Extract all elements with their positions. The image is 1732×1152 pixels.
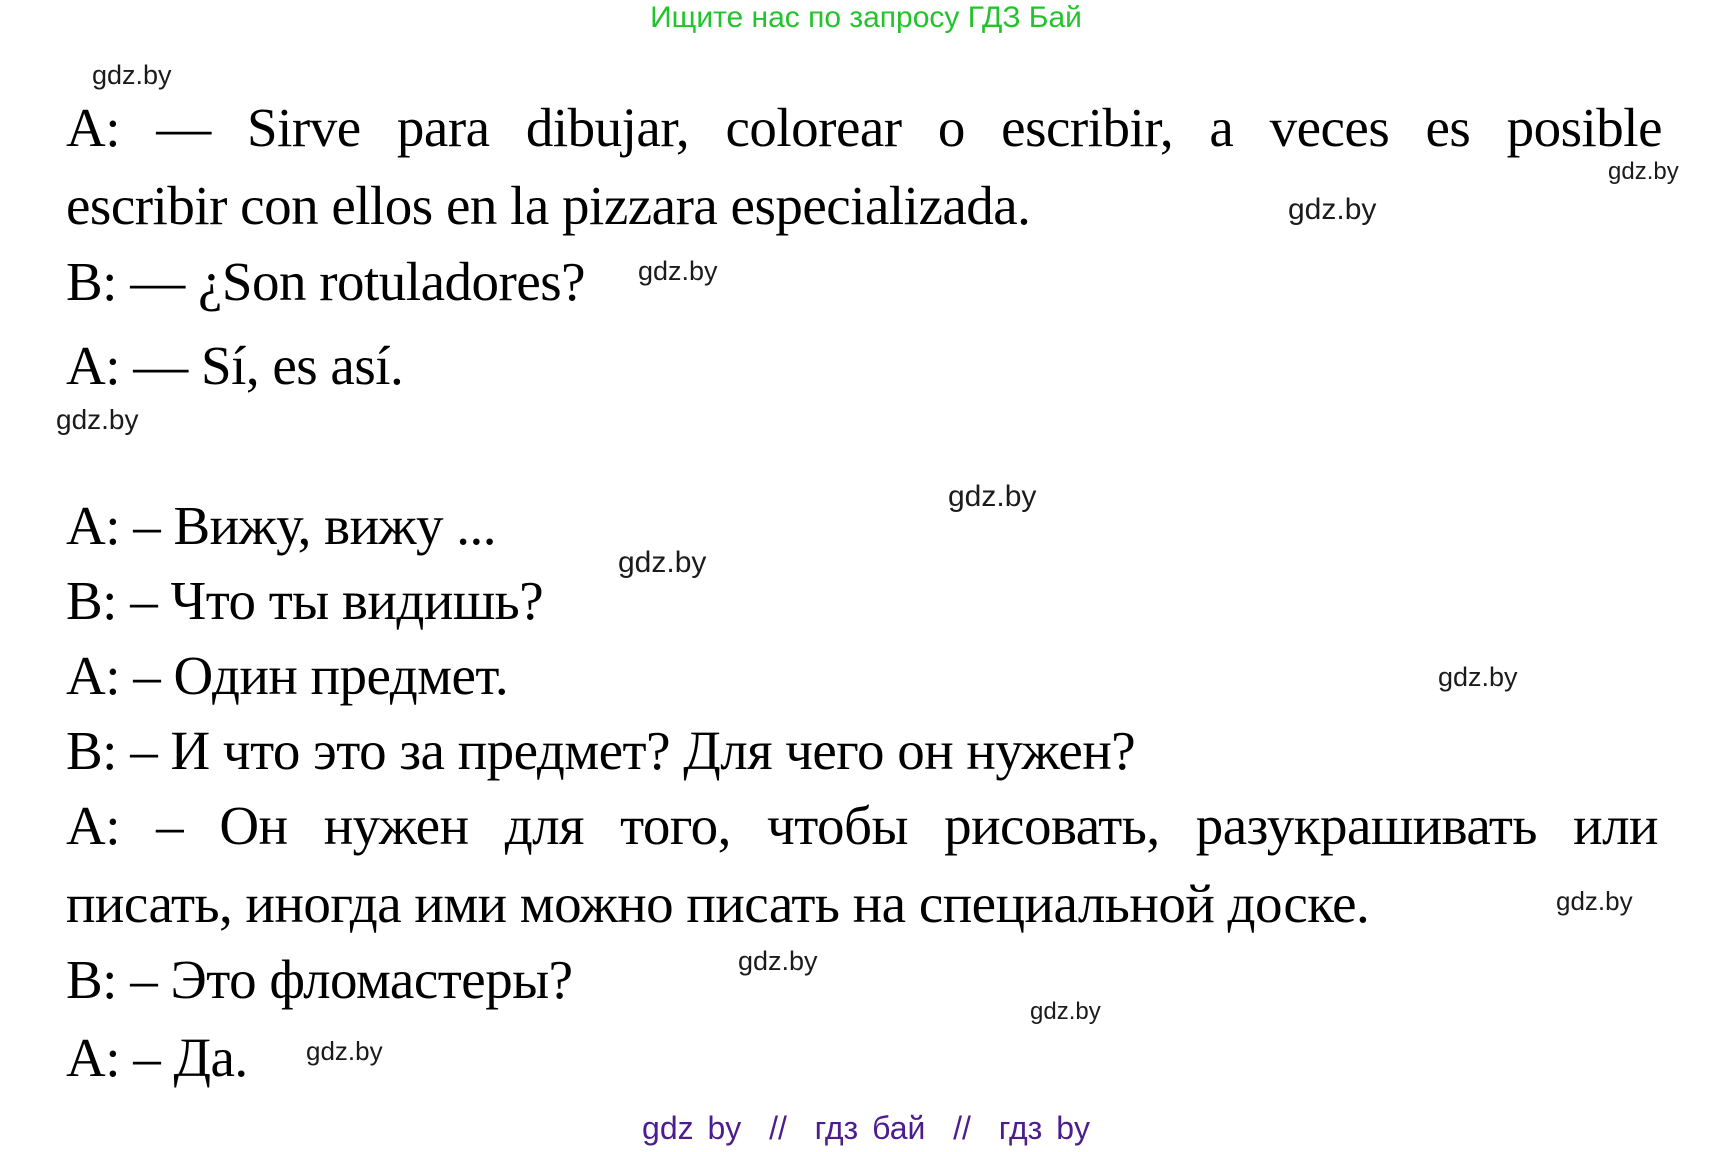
- dialogue-line-ru-8: A: – Да.: [66, 1027, 248, 1088]
- dialogue-line-ru-6: писать, иногда ими можно писать на специальной доске.: [66, 873, 1370, 934]
- dialogue-line-es-4: A: — Sí, es así.: [66, 335, 404, 396]
- dialogue-line-es-1: A: — Sirve para dibujar, colorear o escribir, a veces es posible: [66, 97, 1662, 158]
- dialogue-line-ru-5: A: – Он нужен для того, чтобы рисовать, разукрашивать или: [66, 795, 1658, 856]
- gdzby-watermark: gdz.by: [1030, 998, 1101, 1025]
- gdzby-watermark: gdz.by: [306, 1036, 383, 1066]
- gdzby-watermark: gdz.by: [638, 256, 718, 286]
- gdzby-watermark: gdz.by: [1556, 886, 1633, 916]
- site-footer-links: gdz by // гдз бай // гдз by: [642, 1110, 1090, 1146]
- gdzby-watermark: gdz.by: [92, 60, 172, 90]
- gdzby-watermark: gdz.by: [948, 480, 1037, 513]
- dialogue-line-ru-1: A: – Вижу, вижу ...: [66, 495, 497, 556]
- dialogue-line-ru-3: A: – Один предмет.: [66, 645, 509, 706]
- promo-header: Ищите нас по запросу ГДЗ Бай: [650, 1, 1082, 34]
- dialogue-line-es-3: B: — ¿Son rotuladores?: [66, 251, 586, 312]
- dialogue-line-es-2: escribir con ellos en la pizzara especializada.: [66, 175, 1031, 236]
- gdzby-watermark: gdz.by: [618, 546, 707, 579]
- gdzby-watermark: gdz.by: [1608, 158, 1679, 185]
- gdzby-watermark: gdz.by: [1288, 193, 1377, 226]
- gdzby-watermark: gdz.by: [738, 946, 818, 976]
- dialogue-line-ru-4: B: – И что это за предмет? Для чего он нужен?: [66, 720, 1136, 781]
- gdzby-watermark: gdz.by: [1438, 662, 1518, 692]
- dialogue-line-ru-2: B: – Что ты видишь?: [66, 570, 544, 631]
- gdzby-watermark: gdz.by: [56, 404, 139, 435]
- dialogue-line-ru-7: B: – Это фломастеры?: [66, 949, 573, 1010]
